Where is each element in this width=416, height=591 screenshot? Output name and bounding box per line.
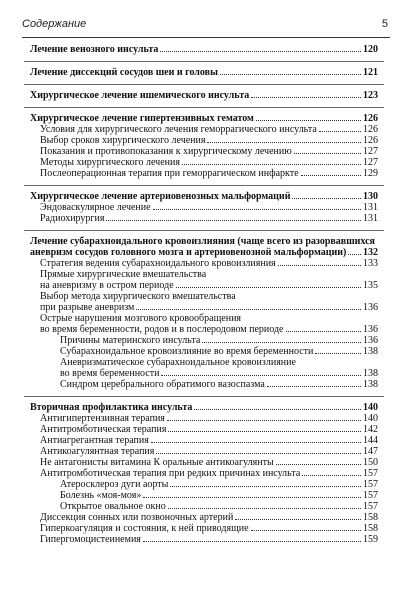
dot-leader <box>301 175 361 176</box>
toc-subentry[interactable] <box>30 523 378 534</box>
toc-subentry[interactable] <box>30 324 378 335</box>
toc-entry-page: 136 <box>363 335 378 346</box>
toc-entry-page: 159 <box>363 534 378 545</box>
toc-entry-title: Лечение диссекций сосудов шеи и головы <box>30 67 218 78</box>
table-of-contents <box>30 44 378 545</box>
toc-entry-title: Выбор сроков хирургического лечения <box>40 135 206 146</box>
toc-entry-page: 126 <box>363 135 378 146</box>
dot-leader <box>106 220 361 221</box>
toc-subentry[interactable] <box>30 457 378 468</box>
dot-leader <box>286 331 362 332</box>
toc-section <box>30 402 378 545</box>
toc-entry-page: 130 <box>363 191 378 202</box>
toc-subsubentry[interactable] <box>30 479 378 490</box>
toc-entry-page: 157 <box>363 490 378 501</box>
toc-entry-page: 157 <box>363 479 378 490</box>
toc-entry-page: 136 <box>363 302 378 313</box>
dot-leader <box>168 508 361 509</box>
toc-entry-title-line[interactable]: Выбор метода хирургического вмешательства <box>40 291 236 302</box>
toc-entry-title: Хирургическое лечение артериовенозных мальформаций <box>30 191 291 202</box>
dot-leader <box>143 497 361 498</box>
toc-entry[interactable] <box>30 67 378 78</box>
toc-entry-title: Стратегия ведения субарахноидального кровоизлияния <box>40 258 276 269</box>
dot-leader <box>256 120 361 121</box>
toc-entry[interactable] <box>30 247 378 258</box>
toc-entry-page: 140 <box>363 413 378 424</box>
toc-entry-page: 133 <box>363 258 378 269</box>
toc-subsubentry[interactable] <box>30 501 378 512</box>
toc-entry-title: Показания и противопоказания к хирургическому лечению <box>40 146 292 157</box>
toc-subentry[interactable] <box>30 202 378 213</box>
toc-entry-page: 138 <box>363 368 378 379</box>
toc-entry-title: Причины материнского инсульта <box>60 335 201 346</box>
toc-entry-page: 136 <box>363 324 378 335</box>
section-divider <box>24 185 384 186</box>
section-divider <box>24 84 384 85</box>
toc-entry-page: 150 <box>363 457 378 468</box>
dot-leader <box>182 164 361 165</box>
toc-entry-title-line[interactable]: Прямые хирургические вмешательства <box>40 269 207 280</box>
toc-subentry[interactable] <box>30 413 378 424</box>
toc-entry-title: Условия для хирургического лечения геморрагического инсульта <box>40 124 317 135</box>
toc-subentry[interactable] <box>30 534 378 545</box>
toc-subentry[interactable] <box>30 424 378 435</box>
toc-subentry[interactable] <box>30 124 378 135</box>
dot-leader <box>302 475 361 476</box>
toc-entry-title: Антиагрегантная терапия <box>40 435 149 446</box>
toc-entry-page: 157 <box>363 501 378 512</box>
toc-entry-title: Вторичная профилактика инсульта <box>30 402 193 413</box>
dot-leader <box>151 442 361 443</box>
toc-entry-title: во время беременности <box>60 368 160 379</box>
dot-leader <box>160 51 361 52</box>
toc-entry-page: 140 <box>363 402 378 413</box>
dot-leader <box>315 353 361 354</box>
dot-leader <box>267 386 361 387</box>
dot-leader <box>156 453 361 454</box>
toc-entry-title: Открытое овальное окно <box>60 501 166 512</box>
dot-leader <box>319 131 361 132</box>
toc-entry-page: 147 <box>363 446 378 457</box>
toc-entry-title: Антикоагулянтная терапия <box>40 446 155 457</box>
dot-leader <box>294 153 361 154</box>
toc-entry-title: Лечение венозного инсульта <box>30 44 159 55</box>
toc-entry-page: 123 <box>363 90 378 101</box>
toc-entry-page: 131 <box>363 202 378 213</box>
toc-entry-title: Гипергомоцистеинемия <box>40 534 141 545</box>
dot-leader <box>235 519 361 520</box>
toc-entry-title: Антитромботическая терапия при редких причинах инсульта <box>40 468 301 479</box>
toc-subentry[interactable] <box>30 280 378 291</box>
dot-leader <box>251 97 361 98</box>
toc-entry[interactable] <box>30 44 378 55</box>
toc-entry-page: 138 <box>363 379 378 390</box>
toc-subentry[interactable] <box>30 512 378 523</box>
section-divider <box>24 61 384 62</box>
toc-subsubentry[interactable] <box>30 368 378 379</box>
toc-entry-title: Субарахноидальное кровоизлияние во время беременности <box>60 346 314 357</box>
toc-entry-title-line[interactable]: Аневризматическое субарахноидальное кровоизлияние <box>60 357 296 368</box>
toc-entry-page: 120 <box>363 44 378 55</box>
toc-entry-title: Синдром церебрального обратимого вазоспазма <box>60 379 265 390</box>
toc-entry-page: 158 <box>363 512 378 523</box>
dot-leader <box>207 142 361 143</box>
toc-entry-page: 144 <box>363 435 378 446</box>
toc-entry-title: Хирургическое лечение гипертензивных гематом <box>30 113 254 124</box>
dot-leader <box>251 530 361 531</box>
dot-leader <box>348 254 361 255</box>
toc-entry[interactable] <box>30 402 378 413</box>
toc-entry-title: Эндоваскулярное лечение <box>40 202 151 213</box>
toc-entry[interactable] <box>30 90 378 101</box>
toc-entry-title: Радиохирургия <box>40 213 105 224</box>
section-divider <box>24 230 384 231</box>
toc-section <box>30 113 378 179</box>
toc-subentry[interactable] <box>30 168 378 179</box>
toc-subentry[interactable] <box>30 258 378 269</box>
toc-subentry[interactable] <box>30 157 378 168</box>
toc-subentry[interactable] <box>30 435 378 446</box>
toc-entry-title: Хирургическое лечение ишемического инсульта <box>30 90 250 101</box>
page-number: 5 <box>381 18 388 30</box>
toc-entry-title-line[interactable]: Острые нарушения мозгового кровообращения <box>40 313 242 324</box>
toc-section <box>30 90 378 101</box>
header-rule <box>22 37 390 38</box>
toc-entry-title: Послеоперационная терапия при геморрагическом инфаркте <box>40 168 299 179</box>
toc-subsubentry[interactable] <box>30 379 378 390</box>
toc-entry-title: Антигипертензивная терапия <box>40 413 165 424</box>
section-divider <box>24 107 384 108</box>
running-header-title: Содержание <box>22 18 87 30</box>
toc-entry[interactable] <box>30 191 378 202</box>
toc-entry-title: аневризм сосудов головного мозга и артериовенозной мальформации) <box>30 247 347 258</box>
dot-leader <box>220 74 361 75</box>
dot-leader <box>278 265 361 266</box>
toc-entry-title: Диссекция сонных или позвоночных артерий <box>40 512 234 523</box>
dot-leader <box>167 420 361 421</box>
toc-entry-page: 135 <box>363 280 378 291</box>
dot-leader <box>170 486 361 487</box>
toc-entry-title: при разрыве аневризм <box>40 302 135 313</box>
toc-entry-page: 131 <box>363 213 378 224</box>
toc-subentry[interactable] <box>30 213 378 224</box>
dot-leader <box>292 198 361 199</box>
running-header <box>22 18 388 38</box>
toc-subsubentry[interactable] <box>30 346 378 357</box>
dot-leader <box>161 375 361 376</box>
toc-entry-title: на аневризму в остром периоде <box>40 280 174 291</box>
dot-leader <box>176 287 361 288</box>
toc-entry-title: Антитромботическая терапия <box>40 424 167 435</box>
toc-entry-page: 129 <box>363 168 378 179</box>
toc-section <box>30 236 378 390</box>
toc-entry-title: во время беременности, родов и в послеродовом периоде <box>40 324 284 335</box>
toc-subentry[interactable] <box>30 135 378 146</box>
toc-entry-page: 126 <box>363 113 378 124</box>
dot-leader <box>136 309 361 310</box>
section-divider <box>24 396 384 397</box>
toc-entry-page: 127 <box>363 157 378 168</box>
toc-entry-page: 142 <box>363 424 378 435</box>
toc-subentry[interactable] <box>30 446 378 457</box>
toc-subentry[interactable] <box>30 146 378 157</box>
toc-entry-page: 127 <box>363 146 378 157</box>
toc-entry-title: Болезнь «моя-моя» <box>60 490 142 501</box>
dot-leader <box>194 409 361 410</box>
dot-leader <box>202 342 361 343</box>
toc-entry-title: Атеросклероз дуги аорты <box>60 479 169 490</box>
toc-section <box>30 44 378 55</box>
toc-subentry[interactable] <box>30 468 378 479</box>
dot-leader <box>276 464 361 465</box>
toc-section <box>30 191 378 224</box>
toc-entry-page: 138 <box>363 346 378 357</box>
toc-subsubentry[interactable] <box>30 335 378 346</box>
toc-entry-page: 126 <box>363 124 378 135</box>
toc-entry-title: Гиперкоагуляция и состояния, к ней приводящие <box>40 523 249 534</box>
toc-section <box>30 67 378 78</box>
toc-entry[interactable] <box>30 113 378 124</box>
toc-entry-page: 132 <box>363 247 378 258</box>
toc-subsubentry[interactable] <box>30 490 378 501</box>
toc-entry-title: Методы хирургического лечения <box>40 157 180 168</box>
toc-entry-title-line[interactable]: Лечение субарахноидального кровоизлияния (чаще всего из разорвавшихся <box>30 236 375 247</box>
toc-subentry[interactable] <box>30 302 378 313</box>
toc-entry-page: 157 <box>363 468 378 479</box>
toc-entry-page: 121 <box>363 67 378 78</box>
dot-leader <box>153 209 361 210</box>
toc-entry-page: 158 <box>363 523 378 534</box>
dot-leader <box>143 541 361 542</box>
toc-entry-title: Не антагонисты витамина К оральные антикоагулянты <box>40 457 274 468</box>
dot-leader <box>168 431 361 432</box>
